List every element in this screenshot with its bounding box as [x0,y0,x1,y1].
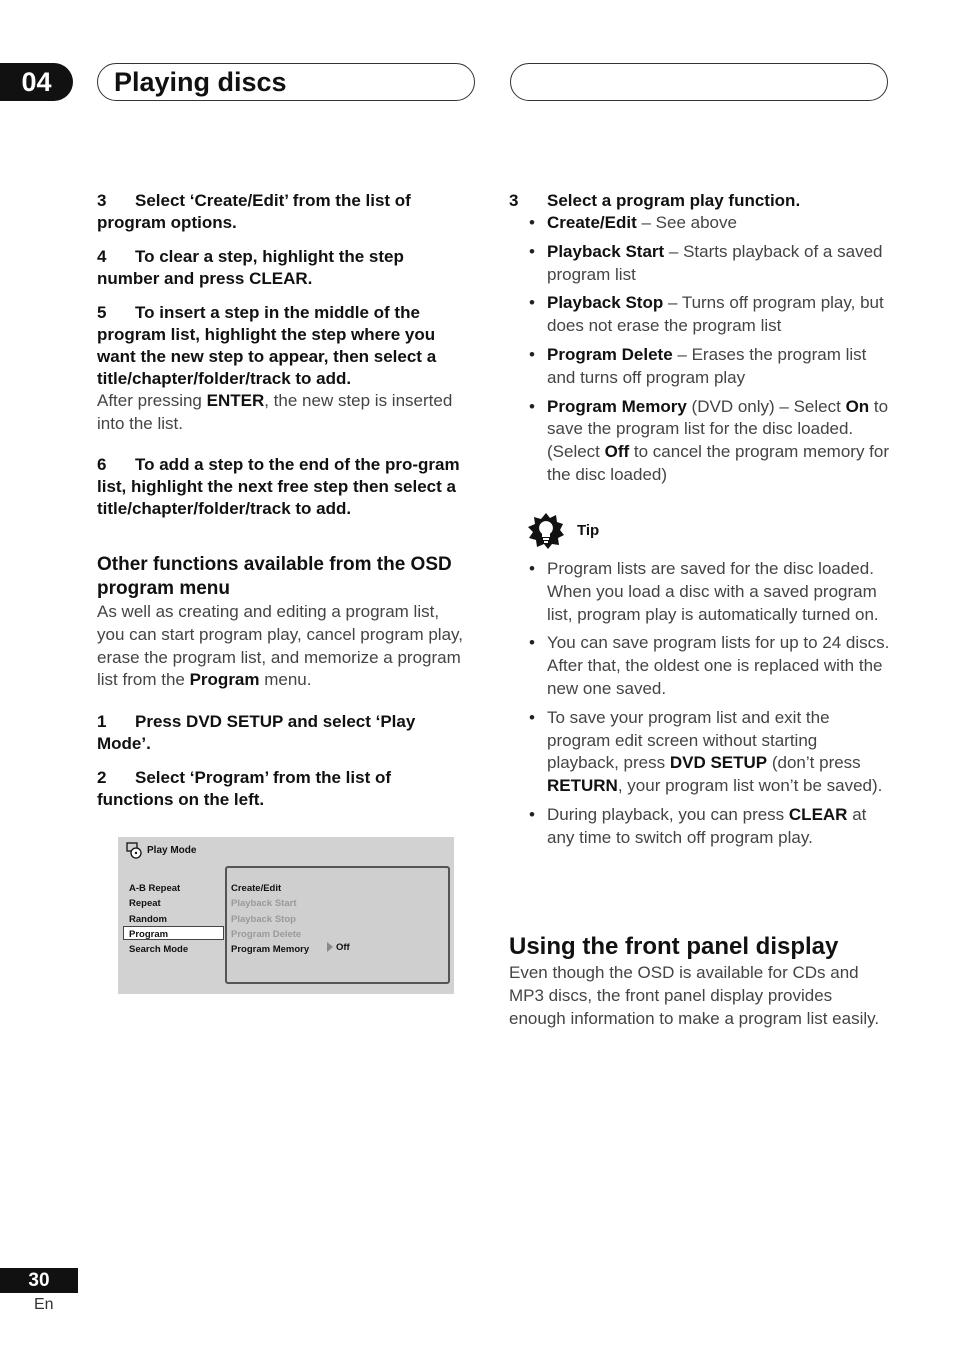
step-6-add-end: 6 To add a step to the end of the pro-gram list, highlight the next free step then select a title/chapter/folder/track to add. [97,455,460,518]
step-5-insert: 5 To insert a step in the middle of the program list, highlight the step where you want the new step to appear, then select a title/chapter/folder/track to add. [97,303,437,388]
osd-menu-item[interactable]: A-B Repeat [129,883,181,894]
disc-icon [126,842,143,859]
osd-submenu-item-disabled: Playback Start [231,898,297,910]
tip-list [509,558,891,856]
front-panel-heading: Using the front panel display [509,933,839,960]
list-item: • Program Delete – Erases the program list and turns off program play [509,344,889,390]
list-item: • Program Memory (DVD only) – Select On to save the program list for the disc loaded. (Select Off to cancel the program memory for the disc loaded) [509,396,889,487]
step-3-select-function: 3 Select a program play function. [509,191,801,210]
list-item: • Playback Stop – Turns off program play, but does not erase the program list [509,292,889,338]
tip-lightbulb-icon [527,512,565,550]
chapter-number-tab: 04 [0,63,73,101]
chapter-title: Playing discs [114,67,287,97]
front-panel-text: Even though the OSD is available for CDs and MP3 discs, the front panel display provides enough information to make a program list easily. [509,963,880,1028]
osd-submenu-item[interactable]: Create/Edit [231,883,282,894]
osd-menu-item[interactable]: Random [129,913,167,925]
step-2-select-program: 2 Select ‘Program’ from the list of functions on the left. [97,768,392,809]
osd-submenu-item-disabled: Program Delete [231,928,302,940]
list-item: • You can save program lists for up to 24 discs. After that, the oldest one is replaced with the new one saved. [509,632,891,700]
osd-memory-value[interactable]: Off [336,942,350,953]
step-1-dvd-setup: 1 Press DVD SETUP and select ‘Play Mode’. [97,712,416,753]
osd-submenu-item-disabled: Playback Stop [231,913,296,925]
osd-submenu-item[interactable]: Program Memory [231,944,310,956]
list-item: • Program lists are saved for the disc loaded. When you load a disc with a saved program list, program play is automatically turned on. [509,558,891,626]
header-right-frame [510,63,888,101]
osd-title: Play Mode [147,845,197,856]
step-5-note: After pressing ENTER, the new step is inserted into the list. [97,391,453,433]
function-list [509,212,889,493]
osd-left-menu [129,881,188,957]
osd-intro-text: As well as creating and editing a program list, you can start program play, cancel program play, erase the program list, and memorize a program list from the Program menu. [97,602,463,690]
triangle-right-icon [327,942,333,952]
osd-menu-item[interactable]: Search Mode [129,944,189,956]
list-item: • Playback Start – Starts playback of a saved program list [509,241,889,287]
tip-label: Tip [577,522,600,539]
osd-right-menu [231,881,309,957]
osd-menu-item[interactable]: Repeat [129,898,161,910]
language-label: En [34,1296,54,1313]
osd-menu-item-selected[interactable]: Program [129,928,169,940]
page-number: 30 [0,1268,78,1293]
osd-functions-heading: Other functions available from the OSD program menu [97,554,452,599]
list-item: • To save your program list and exit the program edit screen without starting playback, press DVD SETUP (don’t press RETURN, your program list won’t be saved). [509,707,891,798]
list-item: • Create/Edit – See above [509,212,889,235]
list-item: • During playback, you can press CLEAR at any time to switch off program play. [509,804,891,850]
step-3-create-edit: 3 Select ‘Create/Edit’ from the list of program options. [97,191,411,232]
step-4-clear: 4 To clear a step, highlight the step number and press CLEAR. [97,247,404,288]
